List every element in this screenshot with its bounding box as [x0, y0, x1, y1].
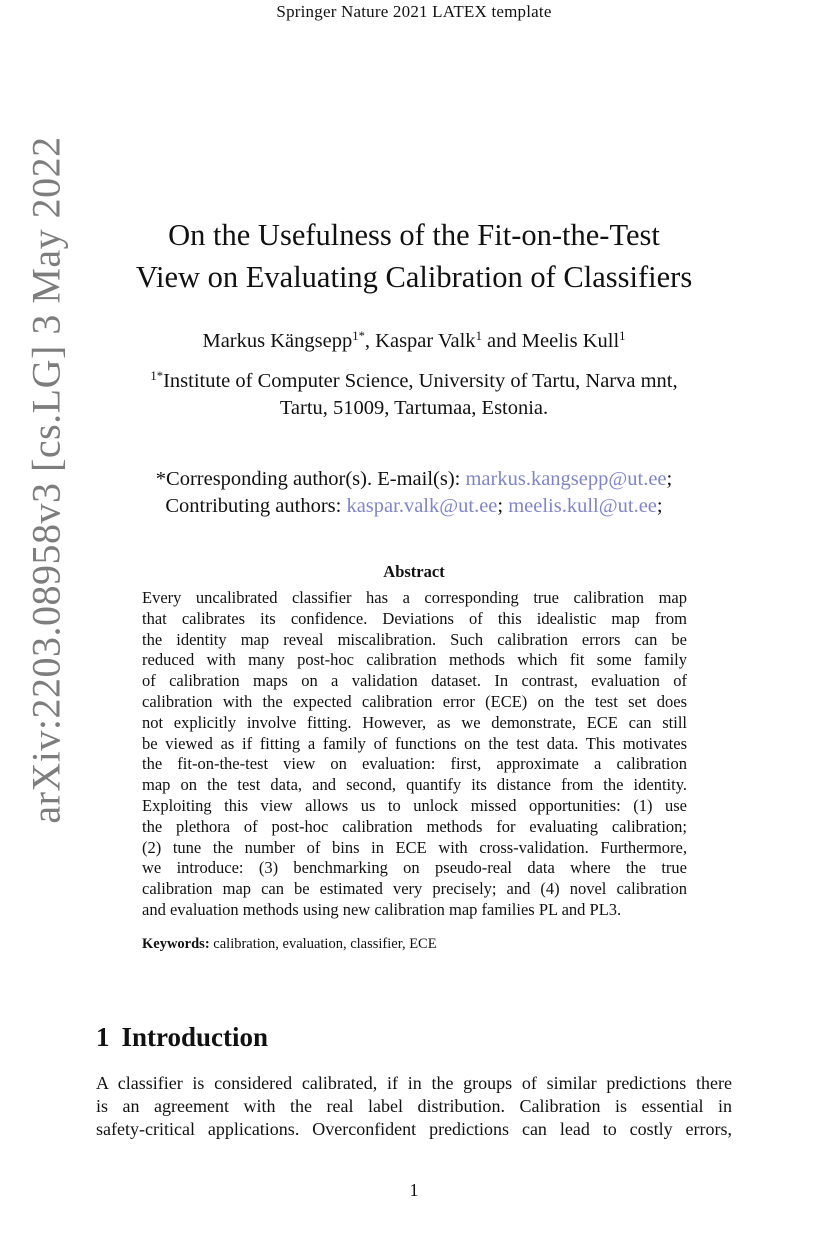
- section-title: Introduction: [121, 1022, 269, 1052]
- abstract-line: the plethora of post-hoc calibration methods for evaluating calibration;: [142, 816, 687, 836]
- section-number: 1: [96, 1022, 110, 1052]
- author-mark: 1: [475, 329, 482, 344]
- title-line-2: View on Evaluating Calibration of Classifiers: [135, 260, 693, 294]
- email-link[interactable]: kaspar.valk@ut.ee: [346, 495, 498, 517]
- author-mark: 1: [619, 329, 626, 344]
- abstract-text: [142, 588, 687, 921]
- keywords-label: Keywords:: [142, 936, 210, 952]
- arxiv-stamp-text: arXiv:2203.08958v3 [cs.LG] 3 May 2022: [23, 136, 69, 824]
- author-separator: ,: [364, 330, 376, 352]
- abstract-line: reduced with many post-hoc calibration methods which fit some family: [142, 650, 687, 670]
- author-name: Meelis Kull: [521, 330, 620, 352]
- keywords-text: calibration, evaluation, classifier, ECE: [209, 936, 437, 952]
- abstract-line: and evaluation methods using new calibration map families PL and PL3.: [142, 899, 622, 919]
- abstract-line: we introduce: (3) benchmarking on pseudo-real data where the true: [142, 858, 687, 878]
- abstract-line: that calibrates its confidence. Deviations of this idealistic map from: [142, 608, 687, 628]
- running-header: Springer Nature 2021 LATEX template: [276, 2, 552, 21]
- keywords: [142, 936, 687, 953]
- abstract-line: not explicitly involve fitting. However, as we demonstrate, ECE can still: [142, 712, 687, 732]
- punctuation: ;: [656, 495, 663, 517]
- abstract-line: the identity map reveal miscalibration. Such calibration errors can be: [142, 629, 687, 649]
- intro-line: A classifier is considered calibrated, if in the groups of similar predictions there: [96, 1073, 732, 1093]
- correspondence: [60, 466, 768, 520]
- abstract-line: calibration with the expected calibration error (ECE) on the test set does: [142, 691, 687, 711]
- abstract-line: Exploiting this view allows us to unlock missed opportunities: (1) use: [142, 795, 687, 815]
- abstract-heading: Abstract: [383, 562, 445, 581]
- abstract-line: of calibration maps on a validation dataset. In contrast, evaluation of: [142, 671, 687, 691]
- section-heading: [96, 1022, 268, 1053]
- affiliation: [60, 368, 768, 422]
- punctuation: ;: [666, 468, 673, 490]
- author-separator: and: [481, 330, 522, 352]
- intro-line: safety-critical applications. Overconfident predictions can lead to costly errors,: [96, 1119, 732, 1139]
- punctuation: ;: [497, 495, 509, 517]
- contributing-label: Contributing authors:: [165, 495, 347, 517]
- intro-paragraph: [96, 1072, 732, 1141]
- affiliation-mark: 1*: [150, 369, 164, 384]
- author-name: Kaspar Valk: [375, 330, 476, 352]
- affiliation-line-1: Institute of Computer Science, University of Tartu, Narva mnt,: [163, 370, 678, 392]
- title-line-1: On the Usefulness of the Fit-on-the-Test: [168, 218, 660, 252]
- paper-title: [60, 214, 768, 298]
- abstract-line: (2) tune the number of bins in ECE with cross-validation. Furthermore,: [142, 837, 687, 857]
- email-link[interactable]: meelis.kull@ut.ee: [508, 495, 657, 517]
- abstract-line: map on the test data, and second, quantify its distance from the identity.: [142, 775, 687, 795]
- abstract-line: be viewed as if fitting a family of functions on the test data. This motivates: [142, 733, 687, 753]
- corresponding-label: *Corresponding author(s). E-mail(s):: [155, 468, 466, 490]
- affiliation-line-2: Tartu, 51009, Tartumaa, Estonia.: [279, 397, 549, 419]
- abstract-line: calibration map can be estimated very precisely; and (4) novel calibration: [142, 879, 687, 899]
- author-name: Markus Kängsepp: [202, 330, 353, 352]
- abstract-line: the fit-on-the-test view on evaluation: first, approximate a calibration: [142, 754, 687, 774]
- email-link[interactable]: markus.kangsepp@ut.ee: [465, 468, 667, 490]
- author-list: [60, 330, 768, 353]
- intro-line: is an agreement with the real label distribution. Calibration is essential in: [96, 1096, 732, 1116]
- abstract-line: Every uncalibrated classifier has a corresponding true calibration map: [142, 588, 687, 607]
- page-number: 1: [409, 1180, 419, 1200]
- author-mark: 1*: [352, 329, 365, 344]
